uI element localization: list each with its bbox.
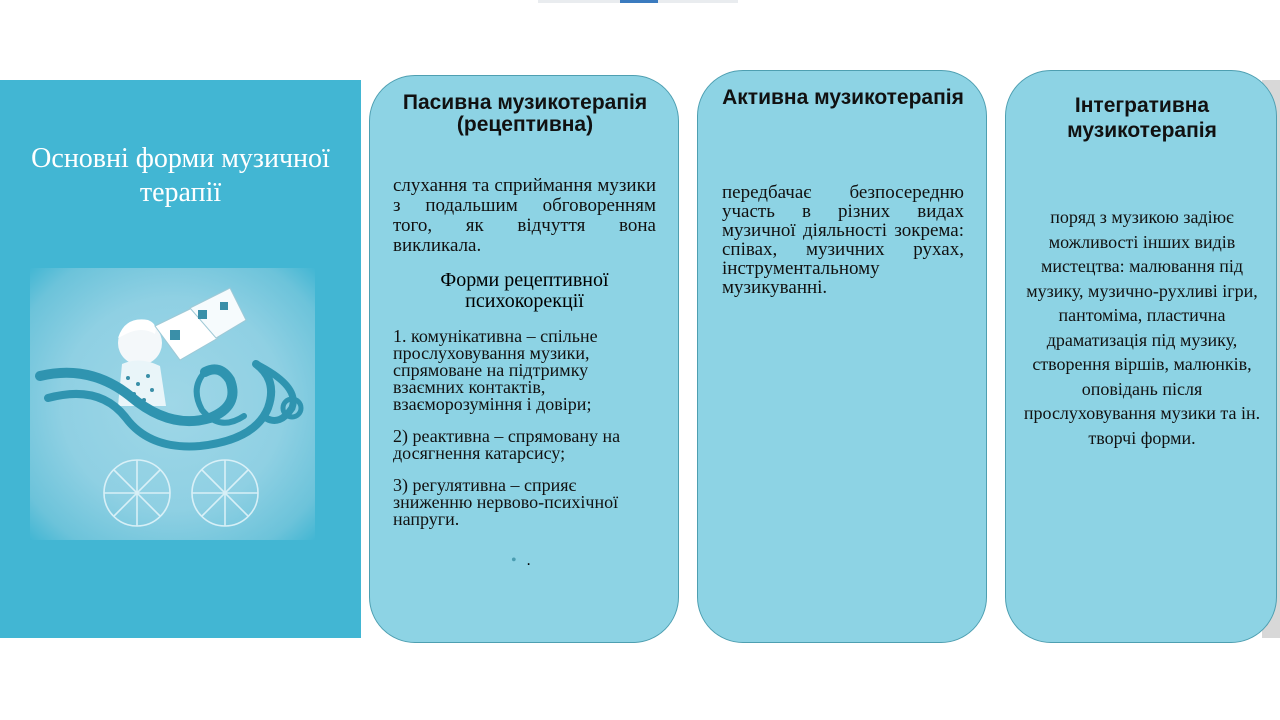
list-item: 1. комунікативна – спільне прослуховування музики, спрямоване на підтримку взаємних контактів, взаєморозуміння і довіри; [393,326,598,414]
list-item: 3) регулятивна – сприяє зниженню нервово-психічної напруги. [393,475,619,529]
card-intro-text: слухання та сприймання музики з подальшим обговоренням того, як відчуття вона викликала. [393,175,656,256]
card-forms-list [393,328,656,543]
child-stroller-illustration [30,268,315,540]
list-item: 2) реактивна – спрямовану на досягнення катарсису; [393,426,621,463]
top-progress-marker [538,0,738,3]
top-progress-accent [620,0,658,3]
slide-title: Основні форми музичної терапії [31,143,330,208]
card-title: Активна музикотерапія [722,86,964,109]
passive-music-therapy-card [369,75,679,643]
card-title: Інтегративна музикотерапія [1067,94,1217,142]
card-title: Пасивна музикотерапія (рецептивна) [402,91,648,136]
card-body-text: поряд з музикою задіює можливості інших видів мистецтва: малювання під музику, музично-рухливі ігри, пантоміма, пластична драматизація під музику, створення віршів, малюнків, оповідань після прослуховування музики та ін. творчі форми. [1023,207,1261,448]
illustration-icon [30,268,315,540]
card-subtitle: Форми рецептивної психокорекції [440,269,609,312]
period-dot: . [526,552,531,569]
card-body-text: передбачає безпосередню участь в різних видах музичної діяльності зокрема: співах, музичних рухах, інструментальному музикуванні. [722,182,964,298]
active-music-therapy-card [697,70,987,643]
bullet-dot: • [511,552,517,569]
integrative-music-therapy-card [1005,70,1277,643]
trailing-dots [511,552,531,570]
